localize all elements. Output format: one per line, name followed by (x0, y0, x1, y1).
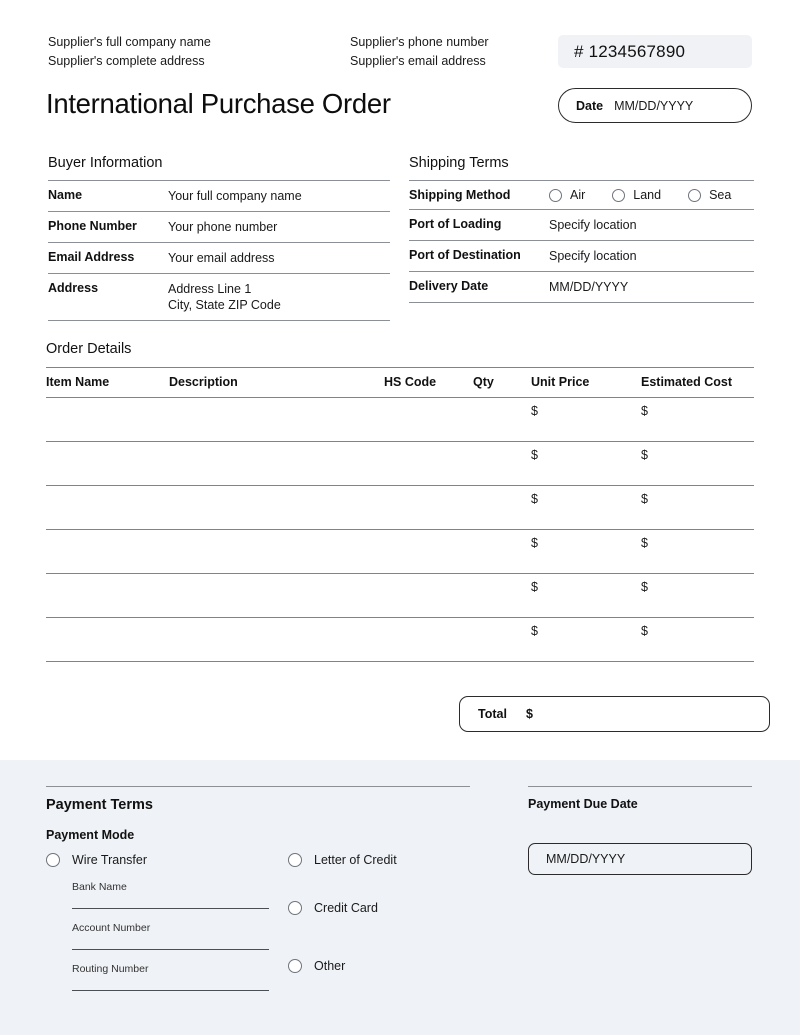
cell-estimated-cost[interactable]: $ (641, 624, 648, 638)
cell-estimated-cost[interactable]: $ (641, 536, 648, 550)
order-date-field[interactable] (558, 88, 752, 123)
cell-qty[interactable] (473, 574, 531, 618)
radio-option-letter-of-credit[interactable] (288, 850, 488, 870)
buyer-information-section (48, 155, 390, 321)
payment-due-date-value: MM/DD/YYYY (546, 852, 626, 866)
table-row (46, 530, 754, 574)
table-header-row (46, 368, 754, 398)
payment-mode-column-left (46, 850, 326, 991)
buyer-email-label: Email Address (48, 250, 135, 264)
routing-number-field[interactable] (72, 963, 272, 991)
account-number-field[interactable] (72, 922, 272, 950)
table-row (46, 486, 754, 530)
cell-description[interactable] (169, 486, 384, 530)
cell-qty[interactable] (473, 486, 531, 530)
radio-option-air[interactable] (549, 188, 585, 202)
column-header-qty: Qty (473, 375, 494, 389)
payment-due-date-heading: Payment Due Date (528, 797, 638, 811)
column-header-item-name: Item Name (46, 375, 110, 389)
delivery-date-label: Delivery Date (409, 279, 489, 293)
buyer-address-line-2: City, State ZIP Code (168, 298, 281, 312)
routing-number-label: Routing Number (72, 963, 149, 976)
buyer-phone-value[interactable]: Your phone number (168, 220, 278, 234)
table-row (409, 181, 754, 210)
document-header (0, 0, 800, 140)
payment-due-date-divider (528, 786, 752, 787)
buyer-phone-label: Phone Number (48, 219, 137, 233)
shipping-terms-section (409, 155, 754, 303)
radio-label-other: Other (314, 959, 346, 973)
supplier-email: Supplier's email address (350, 54, 486, 68)
table-row (409, 272, 754, 303)
cell-unit-price[interactable]: $ (531, 624, 538, 638)
radio-label-letter-of-credit: Letter of Credit (314, 853, 397, 867)
buyer-address-line-1: Address Line 1 (168, 282, 252, 296)
table-row (48, 212, 390, 243)
cell-estimated-cost[interactable]: $ (641, 580, 648, 594)
port-of-destination-label: Port of Destination (409, 248, 521, 262)
table-row (409, 210, 754, 241)
order-number-field[interactable] (558, 35, 752, 68)
radio-option-land[interactable] (612, 188, 661, 202)
table-row (48, 243, 390, 274)
payment-due-date-field[interactable] (528, 843, 752, 875)
shipping-method-label: Shipping Method (409, 188, 511, 202)
buyer-address-value[interactable] (168, 274, 390, 321)
radio-label-land: Land (633, 188, 662, 202)
radio-circle-icon[interactable] (288, 901, 302, 915)
supplier-info-column-2 (350, 33, 550, 71)
order-details-heading: Order Details (46, 341, 132, 357)
buyer-name-value[interactable]: Your full company name (168, 189, 302, 203)
radio-option-wire-transfer[interactable] (46, 850, 326, 870)
cell-estimated-cost[interactable]: $ (641, 492, 648, 506)
cell-item-name[interactable] (46, 398, 169, 442)
table-row (48, 181, 390, 212)
table-row (46, 574, 754, 618)
supplier-company-name: Supplier's full company name (48, 35, 211, 49)
buyer-information-table (48, 180, 390, 321)
delivery-date-value[interactable]: MM/DD/YYYY (549, 280, 629, 294)
cell-item-name[interactable] (46, 486, 169, 530)
cell-description[interactable] (169, 618, 384, 662)
cell-qty[interactable] (473, 442, 531, 486)
shipping-terms-table (409, 180, 754, 303)
cell-unit-price[interactable]: $ (531, 448, 538, 462)
port-of-loading-label: Port of Loading (409, 217, 502, 231)
cell-description[interactable] (169, 442, 384, 486)
order-details-section (46, 341, 754, 662)
radio-label-wire-transfer: Wire Transfer (72, 853, 148, 867)
radio-label-air: Air (570, 188, 586, 202)
table-row (409, 241, 754, 272)
radio-circle-icon[interactable] (612, 189, 625, 202)
column-header-estimated-cost: Estimated Cost (641, 375, 732, 389)
cell-hs-code[interactable] (384, 398, 473, 442)
port-of-destination-value[interactable]: Specify location (549, 249, 637, 263)
cell-hs-code[interactable] (384, 574, 473, 618)
total-field[interactable] (459, 696, 770, 732)
page-title: International Purchase Order (46, 88, 391, 119)
buyer-name-label: Name (48, 188, 83, 202)
order-number-value: # 1234567890 (574, 41, 686, 61)
cell-description[interactable] (169, 574, 384, 618)
cell-unit-price[interactable]: $ (531, 536, 538, 550)
routing-number-input-line[interactable] (72, 990, 269, 991)
total-value: $ (525, 707, 533, 721)
bank-details-group (72, 881, 272, 991)
table-row (46, 398, 754, 442)
cell-item-name[interactable] (46, 442, 169, 486)
supplier-phone: Supplier's phone number (350, 35, 489, 49)
payment-mode-column-right (288, 850, 488, 976)
radio-circle-icon[interactable] (288, 959, 302, 973)
radio-label-sea: Sea (709, 188, 732, 202)
cell-hs-code[interactable] (384, 530, 473, 574)
shipping-method-options (549, 181, 754, 210)
bank-name-field[interactable] (72, 881, 272, 909)
cell-description[interactable] (169, 398, 384, 442)
radio-option-other[interactable] (288, 956, 488, 976)
buyer-email-value[interactable]: Your email address (168, 251, 275, 265)
cell-item-name[interactable] (46, 618, 169, 662)
bank-name-label: Bank Name (72, 881, 127, 893)
order-date-value: MM/DD/YYYY (614, 98, 694, 113)
cell-unit-price[interactable]: $ (531, 404, 538, 418)
radio-circle-icon[interactable] (46, 853, 60, 867)
cell-item-name[interactable] (46, 530, 169, 574)
table-row (46, 442, 754, 486)
cell-qty[interactable] (473, 618, 531, 662)
buyer-address-label: Address (48, 281, 99, 295)
account-number-input-line[interactable] (72, 949, 269, 950)
column-header-hs-code: HS Code (384, 375, 437, 389)
table-row (48, 274, 390, 321)
payment-mode-label: Payment Mode (46, 828, 135, 842)
radio-label-credit-card: Credit Card (314, 901, 378, 915)
cell-hs-code[interactable] (384, 618, 473, 662)
cell-qty[interactable] (473, 530, 531, 574)
cell-qty[interactable] (473, 398, 531, 442)
column-header-description: Description (169, 375, 238, 389)
cell-unit-price[interactable]: $ (531, 580, 538, 594)
cell-description[interactable] (169, 530, 384, 574)
payment-footer-band (0, 760, 800, 1035)
cell-estimated-cost[interactable]: $ (641, 404, 648, 418)
port-of-loading-value[interactable]: Specify location (549, 218, 637, 232)
payment-terms-divider (46, 786, 470, 787)
radio-circle-icon[interactable] (688, 189, 701, 202)
radio-circle-icon[interactable] (549, 189, 562, 202)
cell-estimated-cost[interactable]: $ (641, 448, 648, 462)
cell-hs-code[interactable] (384, 442, 473, 486)
table-row (46, 618, 754, 662)
radio-circle-icon[interactable] (288, 853, 302, 867)
cell-unit-price[interactable]: $ (531, 492, 538, 506)
payment-terms-heading: Payment Terms (46, 797, 153, 813)
supplier-info-column-1 (48, 33, 338, 71)
order-details-table (46, 367, 754, 662)
radio-option-credit-card[interactable] (288, 898, 488, 918)
total-label: Total (478, 707, 507, 721)
bank-name-input-line[interactable] (72, 908, 269, 909)
radio-option-sea[interactable] (688, 188, 731, 202)
order-date-label: Date (576, 98, 604, 113)
account-number-label: Account Number (72, 922, 151, 935)
supplier-address: Supplier's complete address (48, 54, 205, 68)
column-header-unit-price: Unit Price (531, 375, 590, 389)
shipping-terms-heading: Shipping Terms (409, 155, 509, 171)
cell-hs-code[interactable] (384, 486, 473, 530)
cell-item-name[interactable] (46, 574, 169, 618)
buyer-information-heading: Buyer Information (48, 155, 163, 171)
